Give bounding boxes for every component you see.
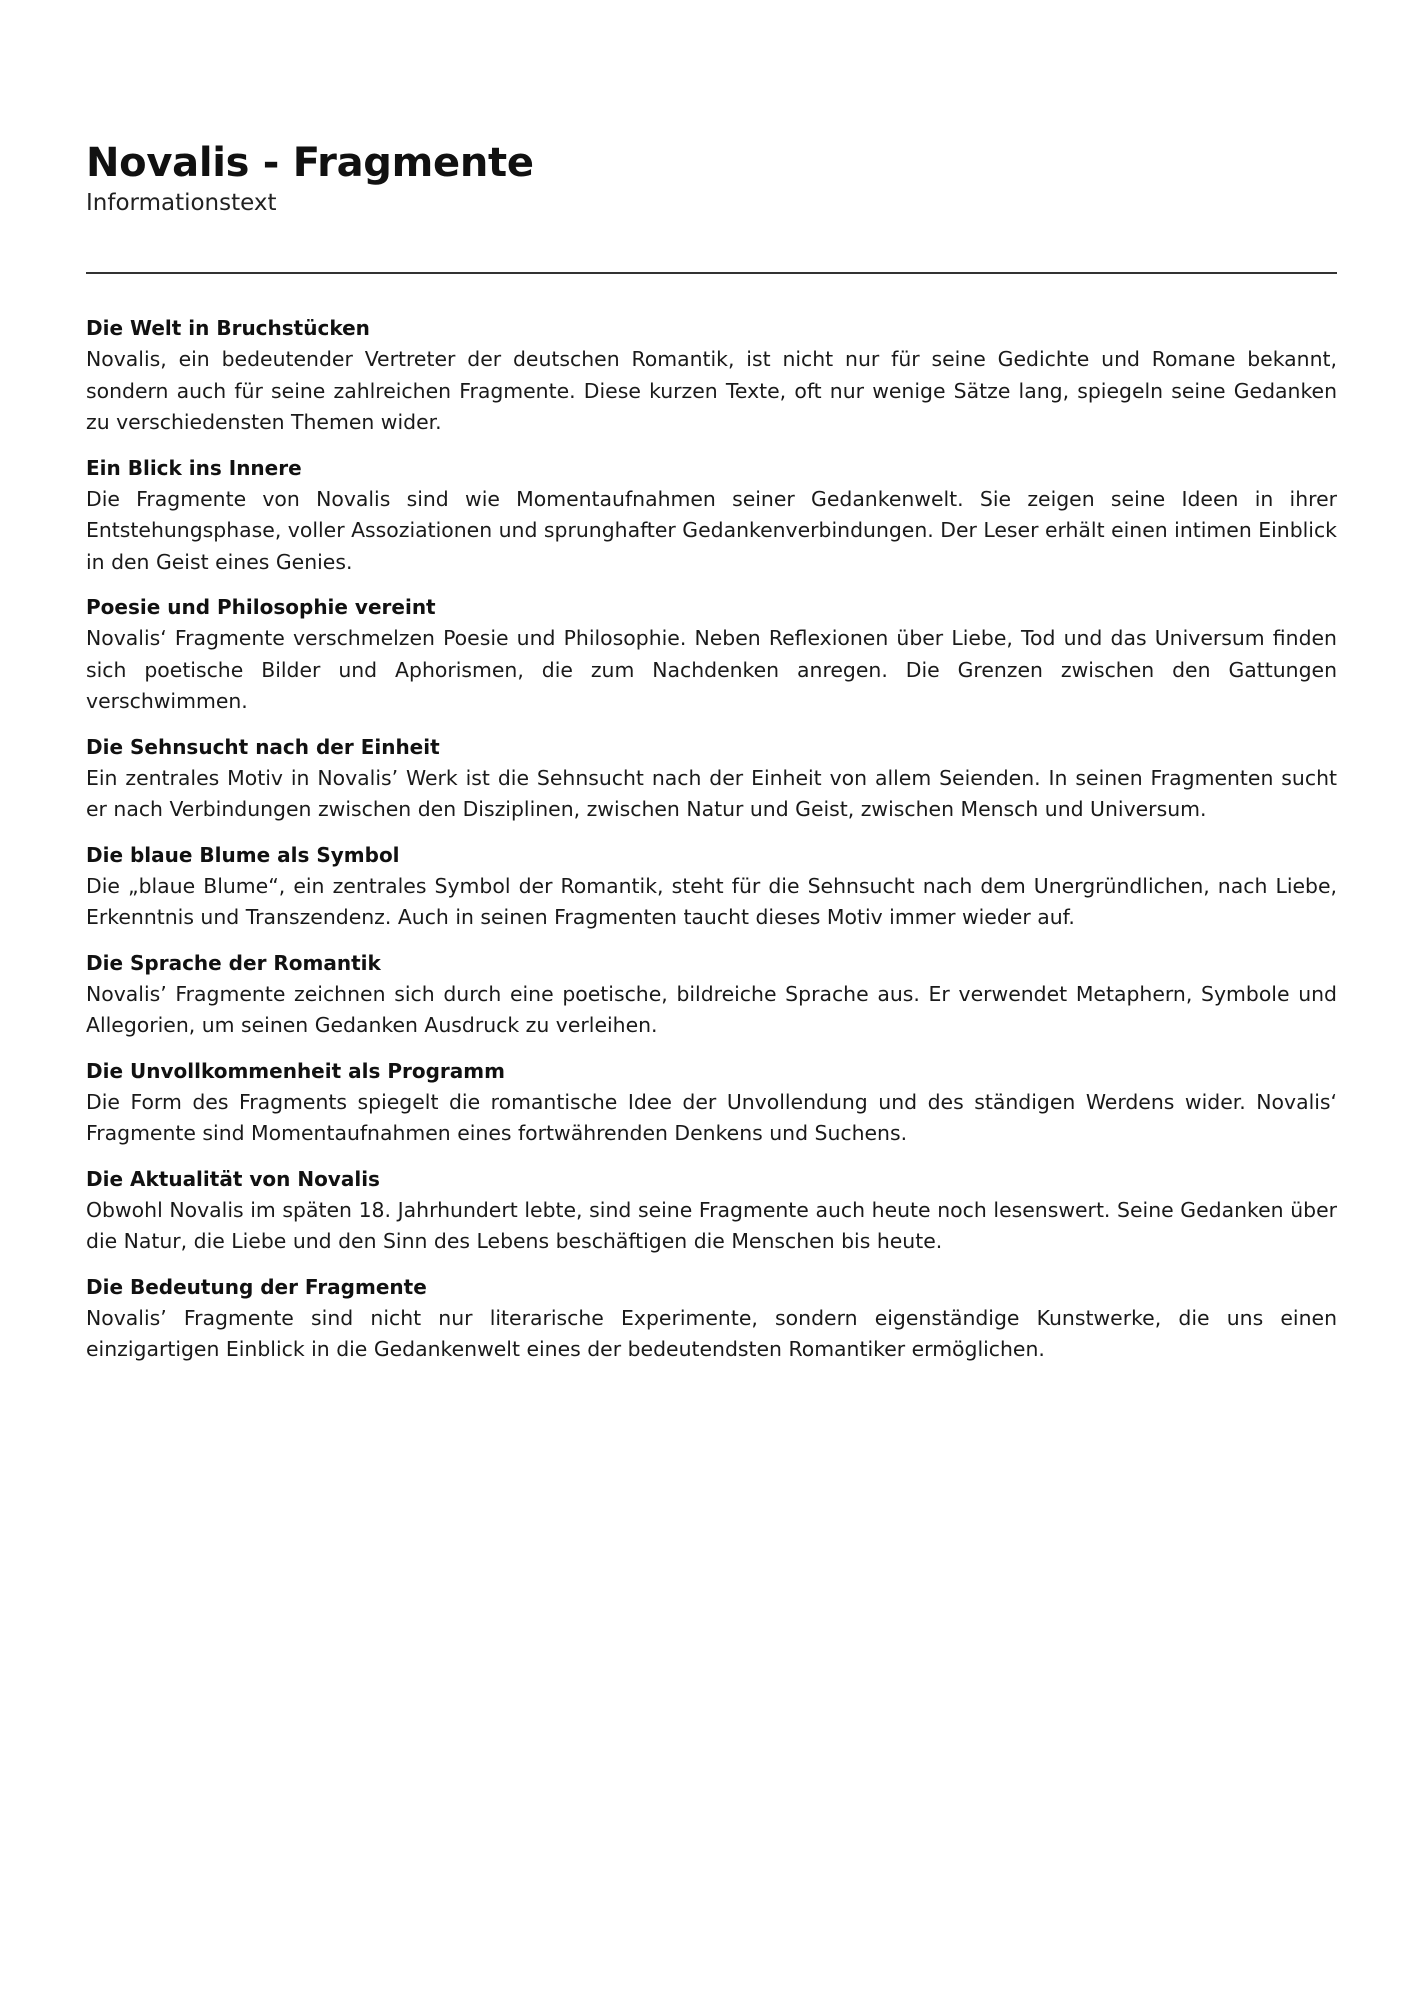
section-heading: Poesie und Philosophie vereint xyxy=(86,595,436,619)
section-list xyxy=(86,313,1337,1380)
section-blick-ins-innere xyxy=(86,453,1337,579)
section-aktualitaet xyxy=(86,1164,1337,1258)
section-poesie-und-philosophie xyxy=(86,592,1337,718)
title-divider xyxy=(86,272,1337,274)
section-unvollkommenheit xyxy=(86,1056,1337,1150)
section-body: Die „blaue Blume“, ein zentrales Symbol der Romantik, steht für die Sehnsucht nach dem Unergründlichen, nach Liebe, Erkenntnis und Transzendenz. Auch in seinen Fragmenten taucht dieses Motiv immer wieder auf. xyxy=(86,873,1337,929)
section-heading: Die blaue Blume als Symbol xyxy=(86,842,400,867)
section-welt-in-bruchstuecken xyxy=(86,313,1337,439)
section-body: Ein zentrales Motiv in Novalis’ Werk ist die Sehnsucht nach der Einheit von allem Seienden. In seinen Fragmenten sucht er nach Verbindungen zwischen den Disziplinen, zwischen Natur und Geist, zwischen Mensch und Universum. xyxy=(86,765,1337,821)
section-heading: Die Aktualität von Novalis xyxy=(86,1166,380,1191)
section-body: Novalis’ Fragmente sind nicht nur literarische Experimente, sondern eigenständige Kunstwerke, die uns einen einzigartigen Einblick in die Gedankenwelt eines der bedeutendsten Romantiker ermöglichen. xyxy=(86,1305,1337,1361)
section-body: Novalis‘ Fragmente verschmelzen Poesie und Philosophie. Neben Reflexionen über Liebe, Tod und das Universum finden sich poetische Bilder und Aphorismen, die zum Nachdenken anregen. Die Grenzen zwischen den Gattungen verschwimmen. xyxy=(86,626,1337,713)
section-body: Obwohl Novalis im späten 18. Jahrhundert lebte, sind seine Fragmente auch heute noch lesenswert. Seine Gedanken über die Natur, die Liebe und den Sinn des Lebens beschäftigen die Menschen bis heute. xyxy=(86,1197,1337,1253)
document-subtitle: Informationstext xyxy=(86,190,277,216)
section-body: Die Fragmente von Novalis sind wie Momentaufnahmen seiner Gedankenwelt. Sie zeigen seine Ideen in ihrer Entstehungsphase, voller Assoziationen und sprunghafter Gedankenverbindungen. Der Leser erhält einen intimen Einblick in den Geist eines Genies. xyxy=(86,486,1337,574)
section-sprache-der-romantik xyxy=(86,948,1337,1042)
section-heading: Die Welt in Bruchstücken xyxy=(86,316,370,340)
section-body: Novalis’ Fragmente zeichnen sich durch eine poetische, bildreiche Sprache aus. Er verwendet Metaphern, Symbole und Allegorien, um seinen Gedanken Ausdruck zu verleihen. xyxy=(86,981,1337,1037)
section-blaue-blume xyxy=(86,840,1337,934)
section-heading: Die Sprache der Romantik xyxy=(86,950,381,975)
document-title: Novalis - Fragmente xyxy=(86,140,534,186)
section-body: Novalis, ein bedeutender Vertreter der deutschen Romantik, ist nicht nur für seine Gedichte und Romane bekannt, sondern auch für seine zahlreichen Fragmente. Diese kurzen Texte, oft nur wenige Sätze lang, spiegeln seine Gedanken zu verschiedensten Themen wider. xyxy=(86,347,1337,434)
section-bedeutung xyxy=(86,1272,1337,1366)
section-heading: Ein Blick ins Innere xyxy=(86,455,302,480)
section-heading: Die Bedeutung der Fragmente xyxy=(86,1274,427,1299)
section-heading: Die Unvollkommenheit als Programm xyxy=(86,1058,505,1083)
section-body: Die Form des Fragments spiegelt die romantische Idee der Unvollendung und des ständigen Werdens wider. Novalis‘ Fragmente sind Momentaufnahmen eines fortwährenden Denkens und Suchens. xyxy=(86,1089,1337,1145)
section-sehnsucht-nach-einheit xyxy=(86,732,1337,826)
section-heading: Die Sehnsucht nach der Einheit xyxy=(86,734,440,759)
document-page xyxy=(86,138,1337,1361)
